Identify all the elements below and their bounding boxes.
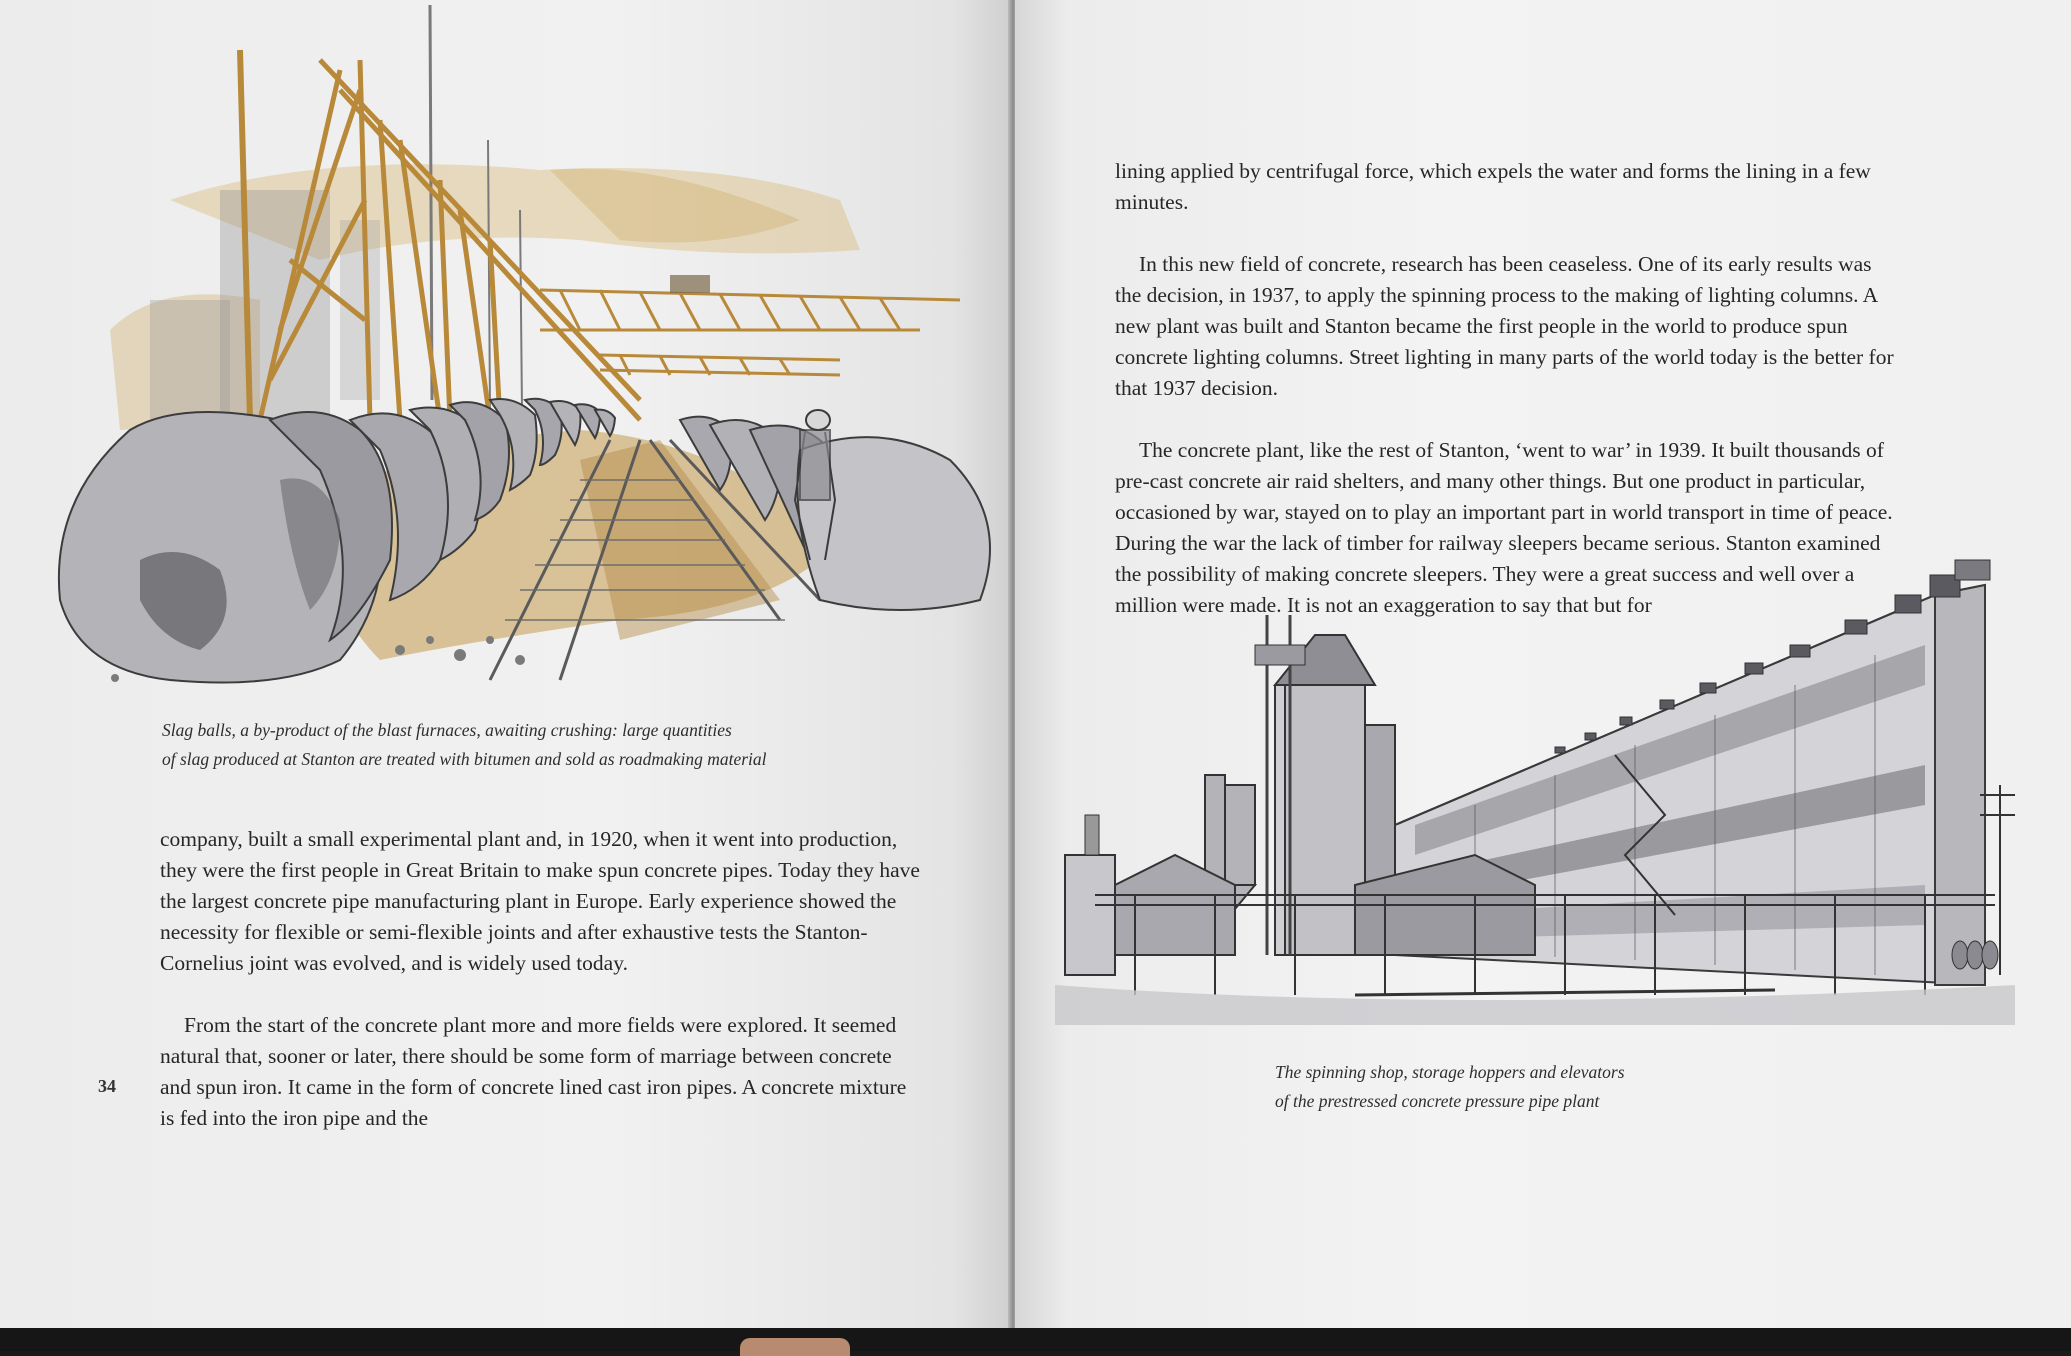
thumb [740,1338,850,1356]
page-number: 34 [98,1076,116,1096]
left-page [0,0,1012,1330]
spinning-shop-caption [1275,1058,1875,1116]
right-paragraph-2: In this new field of concrete, research has been ceaseless. One of its early results was the decision, in 1937, to apply the spinning process to the making of lighting columns. A new plant was built and Stanton became the first people in the world to produce spun concrete lighting columns. Street lighting in many parts of the world today is the better for that 1937 decision. [1115,252,1894,400]
caption-line-1: The spinning shop, storage hoppers and elevators [1275,1062,1625,1082]
left-paragraph-1: company, built a small experimental plant and, in 1920, when it went into production, they were the first people in Great Britain to make spun concrete pipes. Today they have the largest concrete pipe manufacturing plant in Europe. Early experience showed the necessity for flexible or semi-flexible joints and after exhaustive tests the Stanton-Cornelius joint was evolved, and is widely used today. [160,827,920,975]
bottom-edge [0,1328,2071,1351]
slag-caption [162,716,962,774]
caption-line-2: of the prestressed concrete pressure pipe plant [1275,1091,1600,1111]
spinning-shop-illustration [1055,555,2015,1035]
right-page [1015,0,2071,1330]
left-body-text [160,793,920,1165]
caption-line-1: Slag balls, a by-product of the blast furnaces, awaiting crushing: large quantities [162,720,732,740]
caption-line-2: of slag produced at Stanton are treated with bitumen and sold as roadmaking material [162,749,767,769]
right-paragraph-3: The concrete plant, like the rest of Stanton, ‘went to war’ in 1939. It built thousands of pre-cast concrete air raid shelters, and many other things. But one product in particular, occasioned by war, stayed on to play an important part in world transport in time of peace. During the war the lack of timber for railway sleepers became serious. Stanton examined the possibility of making concrete sleepers. They were a great success and well over a million were made. It is not an exaggeration to say that but for [1115,438,1893,617]
right-paragraph-1: lining applied by centrifugal force, which expels the water and forms the lining in a few minutes. [1115,159,1871,214]
slag-balls-illustration [20,0,1010,700]
left-paragraph-2: From the start of the concrete plant more and more fields were explored. It seemed natural that, sooner or later, there should be some form of marriage between concrete and spun iron. It came in the form of concrete lined cast iron pipes. A concrete mixture is fed into the iron pipe and the [160,1013,907,1130]
